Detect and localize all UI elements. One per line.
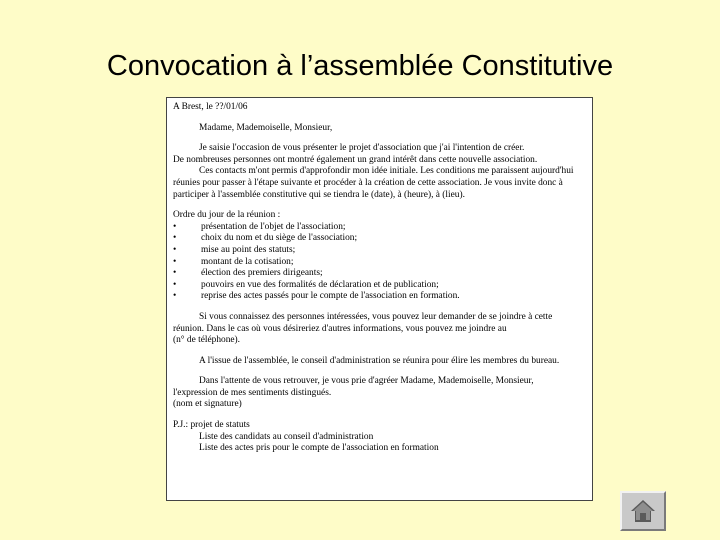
- para1-line: participer à l'assemblée constitutive qui se tiendra le (date), à (heure), à (lieu).: [173, 189, 465, 200]
- pj-line: Liste des candidats au conseil d'administration: [199, 431, 374, 442]
- letter-document: [166, 97, 593, 501]
- home-icon: [630, 498, 656, 524]
- para2-line: Si vous connaissez des personnes intéressées, vous pouvez leur demander de se joindre à cette: [199, 311, 553, 322]
- pj-line: Liste des actes pris pour le compte de l'association en formation: [199, 443, 439, 454]
- agenda-item: • reprise des actes passés pour le compte de l'association en formation.: [173, 291, 460, 302]
- agenda-item: • présentation de l'objet de l'association;: [173, 221, 346, 232]
- para2-line: réunion. Dans le cas où vous désireriez d'autres informations, vous pouvez me joindre au: [173, 323, 507, 334]
- para1-line: De nombreuses personnes ont montré également un grand intérêt dans cette nouvelle association.: [173, 154, 538, 165]
- signature: (nom et signature): [173, 399, 242, 410]
- home-button[interactable]: [620, 491, 666, 531]
- para2-line: (n° de téléphone).: [173, 335, 241, 346]
- agenda-item: • montant de la cotisation;: [173, 256, 294, 267]
- agenda-item: • mise au point des statuts;: [173, 244, 296, 255]
- agenda-item: • pouvoirs en vue des formalités de déclaration et de publication;: [173, 279, 439, 290]
- para1-line: Je saisie l'occasion de vous présenter le projet d'association que j'ai l'intention de créer.: [199, 143, 525, 154]
- closing-line: Dans l'attente de vous retrouver, je vous prie d'agréer Madame, Mademoiselle, Monsieur,: [199, 376, 534, 387]
- para3: A l'issue de l'assemblée, le conseil d'administration se réunira pour élire les membres du bureau.: [199, 355, 560, 366]
- para1-line: Ces contacts m'ont permis d'approfondir mon idée initiale. Les conditions me paraissent aujourd'hui: [199, 166, 574, 177]
- agenda-item: • élection des premiers dirigeants;: [173, 268, 323, 279]
- pj-line: P.J.: projet de statuts: [173, 420, 250, 431]
- slide-title: Convocation à l’assemblée Constitutive: [106, 50, 614, 82]
- salutation: Madame, Mademoiselle, Monsieur,: [199, 122, 333, 133]
- place-date: A Brest, le ??/01/06: [173, 102, 248, 112]
- agenda-item: • choix du nom et du siège de l'association;: [173, 233, 358, 244]
- agenda-title: Ordre du jour de la réunion :: [173, 210, 281, 221]
- closing-line: l'expression de mes sentiments distingués.: [173, 387, 332, 398]
- para1-line: réunies pour passer à l'étape suivante et procéder à la création de cette association. Je vous invite donc à: [173, 177, 563, 188]
